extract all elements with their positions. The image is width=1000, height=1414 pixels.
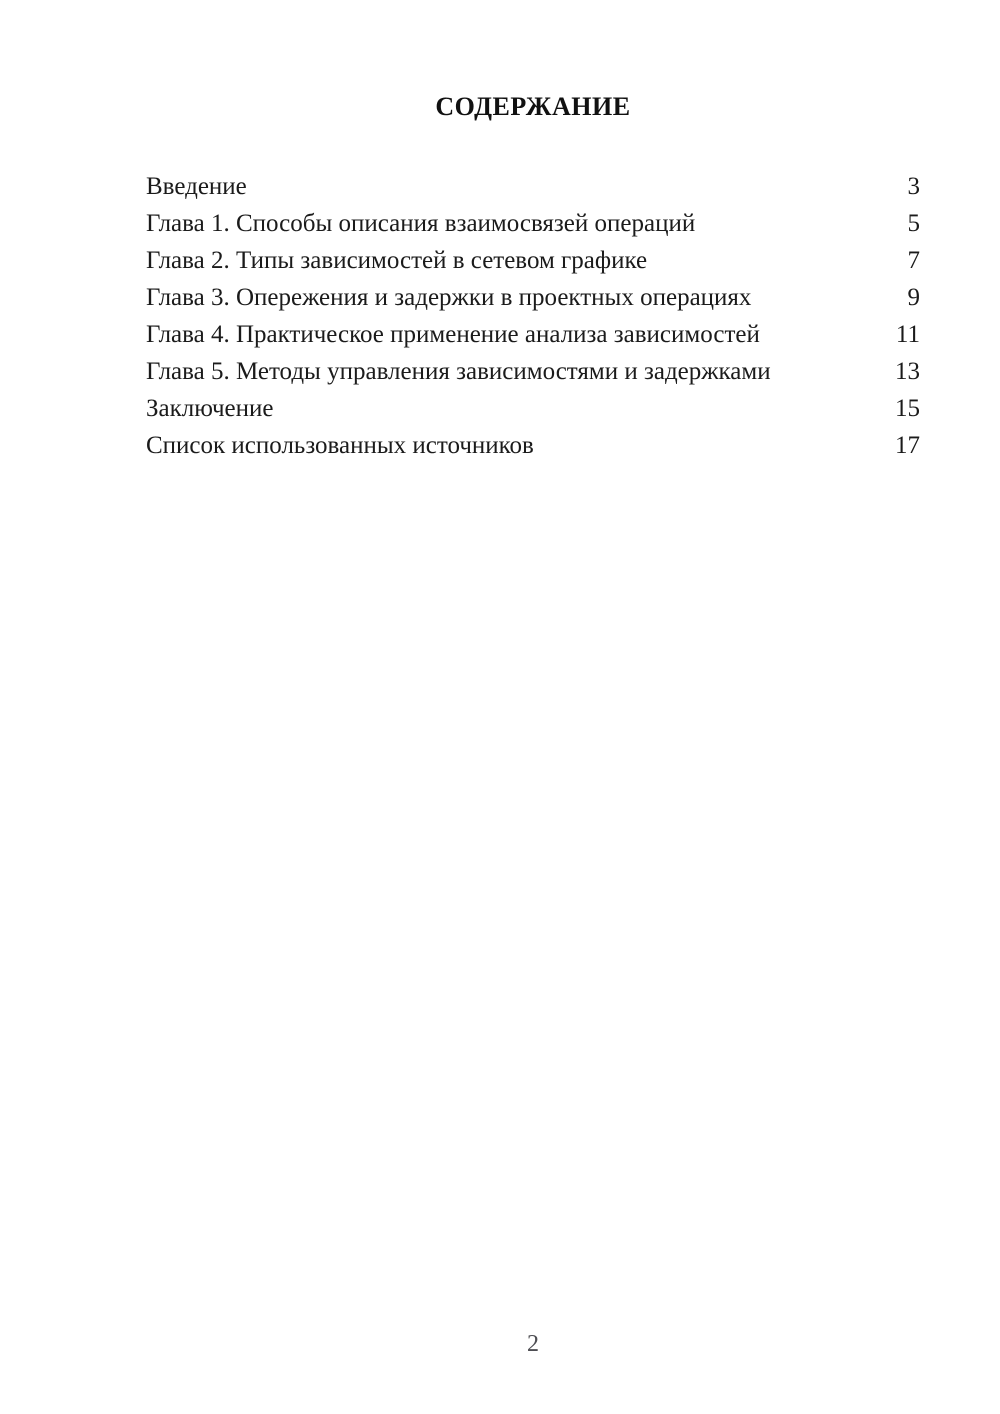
toc-entry-label: Глава 2. Типы зависимостей в сетевом графике bbox=[146, 247, 648, 274]
toc-entry-page-number: 3 bbox=[907, 173, 920, 200]
toc-entry-page-number: 9 bbox=[907, 284, 920, 311]
footer-page-number: 2 bbox=[527, 1331, 539, 1357]
toc-entry-page-number: 7 bbox=[907, 247, 920, 274]
toc-entry-label: Глава 1. Способы описания взаимосвязей операций bbox=[146, 210, 696, 237]
toc-entry-page-number: 5 bbox=[907, 210, 920, 237]
toc-entry-label: Глава 3. Опережения и задержки в проектных операциях bbox=[146, 284, 752, 311]
toc-entry-conclusion bbox=[146, 390, 920, 427]
toc-entry-label: Список использованных источников bbox=[146, 432, 534, 459]
toc-entry-page-number: 15 bbox=[895, 395, 920, 422]
toc-entry-introduction bbox=[146, 168, 920, 205]
toc-entry-chapter-3 bbox=[146, 279, 920, 316]
page-title: СОДЕРЖАНИЕ bbox=[435, 92, 631, 121]
toc-entry-chapter-2 bbox=[146, 242, 920, 279]
toc-entry-page-number: 11 bbox=[895, 321, 920, 348]
toc-entry-label: Введение bbox=[146, 173, 247, 200]
toc-entry-chapter-4 bbox=[146, 316, 920, 353]
toc-entry-label: Глава 4. Практическое применение анализа зависимостей bbox=[146, 321, 760, 348]
toc-entry-chapter-1 bbox=[146, 205, 920, 242]
toc-entry-page-number: 13 bbox=[895, 358, 920, 385]
toc-entry-chapter-5 bbox=[146, 353, 920, 390]
toc-entry-label: Глава 5. Методы управления зависимостями и задержками bbox=[146, 358, 771, 385]
toc-content bbox=[146, 0, 920, 464]
toc-list bbox=[146, 168, 920, 464]
toc-entry-page-number: 17 bbox=[895, 432, 920, 459]
toc-entry-references bbox=[146, 427, 920, 464]
toc-entry-label: Заключение bbox=[146, 395, 274, 422]
